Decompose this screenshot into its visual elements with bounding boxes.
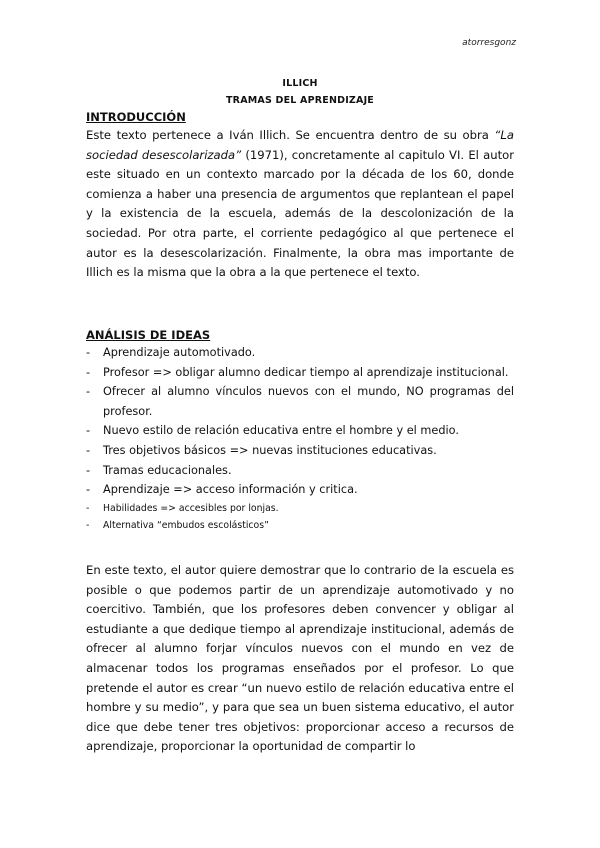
intro-work-title: “La sociedad desescolarizada” [86, 128, 514, 162]
dash-bullet: - [86, 385, 91, 399]
list-item [86, 517, 514, 535]
dash-bullet: - [86, 443, 91, 457]
list-item [86, 461, 514, 481]
analysis-heading: ANÁLISIS DE IDEAS [86, 328, 211, 342]
list-item-text: Habilidades => accesibles por lonjas. [103, 502, 279, 514]
list-item-text: Alternativa “embudos escolásticos” [103, 520, 269, 532]
list-item-text: Aprendizaje automotivado. [103, 346, 256, 359]
dash-bullet: - [86, 502, 90, 514]
list-item [86, 343, 514, 363]
list-item-text: Aprendizaje => acceso información y critica. [103, 483, 358, 497]
ideas-list [86, 343, 514, 535]
list-item-text: Ofrecer al alumno vínculos nuevos con el mundo, NO programas del profesor. [103, 385, 514, 418]
analysis-paragraph: En este texto, el autor quiere demostrar que lo contrario de la escuela es posible o que podemos partir de un aprendizaje automotivado y no coercitivo. También, que los profesores deben convencer y obligar al estudiante a que dedique tiempo al aprendizaje institucional, además de ofrecer al alumno forjar vínculos nuevos con el mundo en vez de almacenar todos los programas enseñados por el profesor. Lo que pretende el autor es crear “un nuevo estilo de relación educativa entre el hombre y su medio”, y para que sea un buen sistema educativo, el autor dice que debe tener tres objetivos: proporcionar acceso a recursos de aprendizaje, proporcionar la oportunidad de compartir lo [86, 563, 514, 754]
intro-text-b: (1971), concretamente al capitulo VI. El autor este situado en un contexto marcado por la década de los 60, donde comienza a haber una presencia de argumentos que replantean el papel y la existencia de la escuela, además de la descolonización de la sociedad. Por otra parte, el corriente pedagógico al que pertenece el autor es la desescolarización. Finalmente, la obra mas importante de Illich es la misma que la obra a la que pertenece el texto. [86, 147, 514, 280]
author-tag: atorresgonz [462, 38, 516, 48]
list-item [86, 382, 514, 421]
dash-bullet: - [86, 365, 91, 379]
dash-bullet: - [86, 483, 91, 497]
intro-paragraph [86, 126, 514, 283]
list-item [86, 441, 514, 461]
list-item [86, 363, 514, 383]
dash-bullet: - [86, 463, 91, 477]
document-subtitle: TRAMAS DEL APRENDIZAJE [226, 95, 374, 106]
intro-text-a: Este texto pertenece a Iván Illich. Se encuentra dentro de su obra [86, 128, 495, 142]
list-item [86, 480, 514, 500]
list-item [86, 421, 514, 441]
list-item-text: Profesor => obligar alumno dedicar tiempo al aprendizaje institucional. [103, 365, 509, 379]
dash-bullet: - [86, 346, 91, 359]
dash-bullet: - [86, 520, 90, 532]
dash-bullet: - [86, 424, 91, 438]
document-title: ILLICH [282, 78, 318, 89]
list-item [86, 500, 514, 518]
list-item-text: Nuevo estilo de relación educativa entre el hombre y el medio. [103, 424, 459, 438]
intro-heading: INTRODUCCIÓN [86, 110, 186, 124]
list-item-text: Tramas educacionales. [103, 463, 232, 477]
list-item-text: Tres objetivos básicos => nuevas instituciones educativas. [103, 443, 437, 457]
